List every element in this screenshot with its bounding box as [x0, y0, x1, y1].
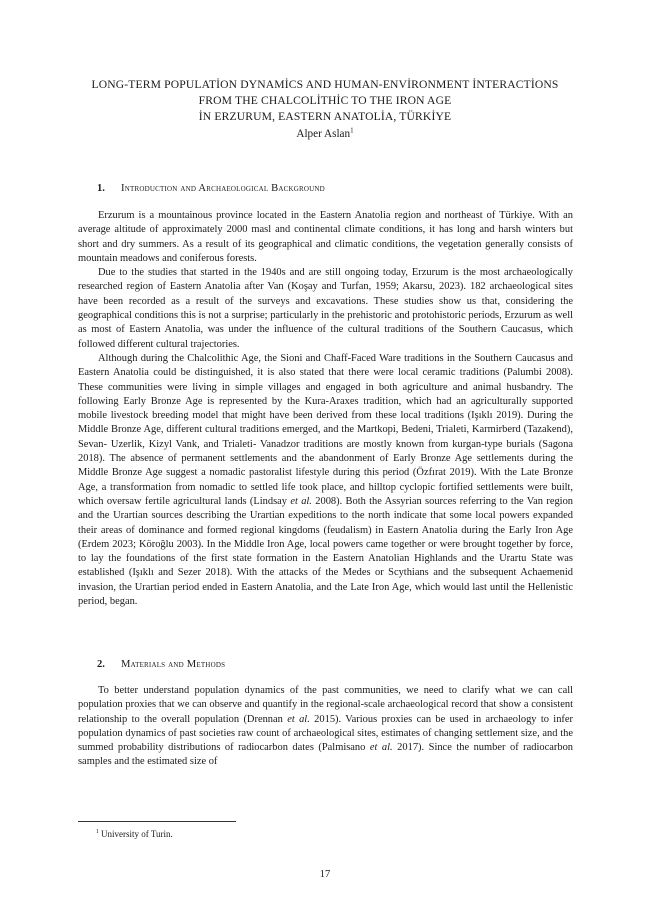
- paragraph: Due to the studies that started in the 1940s and are still ongoing today, Erzurum is the most archaeologically researched region of Eastern Anatolia after Van (Koşay and Turfan, 1959; Akarsu, 2023). 182 archaeological sites have been recorded as a result of the surveys and excavations. These studies show us that, considering the geographical conditions this is not a surprise; particularly in the prehistoric and protohistoric periods, Erzurum as well as most of Eastern Anatolia, was under the influence of the cultural traditions of the Southern Caucasus, which followed different cultural trajectories.: [78, 267, 573, 350]
- title-line-3: İN ERZURUM, EASTERN ANATOLİA, TÜRKİYE: [198, 110, 452, 124]
- footnote: [96, 829, 173, 840]
- paragraph-text: 2017). Since the number of radiocarbon samples and the estimated size of: [78, 742, 574, 768]
- section-number-1: 1.: [97, 183, 105, 194]
- title-line-1: LONG-TERM POPULATİON DYNAMİCS AND HUMAN-ENVİRONMENT İNTERACTİONS: [91, 78, 559, 91]
- title-line-2: FROM THE CHALCOLİTHİC TO THE IRON AGE: [198, 94, 452, 108]
- paragraph: [78, 352, 573, 609]
- page-number: 17: [319, 869, 331, 880]
- author-footnote-mark: 1: [350, 126, 354, 135]
- paper-title: [60, 77, 590, 126]
- paragraph-text: To better understand population dynamics of the past communities, we need to clarify what we can call population proxies that we can observe and quantify in the regional-scale archaeological record that show a consistent relationship to the overall population (Drennan: [78, 685, 573, 725]
- paragraph: [78, 684, 573, 770]
- paragraph-text: 2008). Both the Assyrian sources referring to the Van region and the Urartian sources describing the Urartian expeditions to the north indicate that some local powers expanded their areas of dominance and formed regional kingdoms (feudalism) in Eastern Anatolia during the Early Iron Age (Erdem 2023; Köroğlu 2003). In the Middle Iron Age, local powers came together or were brought together by force, to lay the foundations of the first state formation in the Eastern Anatolian Highlands and the Urartu State was established (Işıklı and Sezer 2018). With the attacks of the Medes or Scythians and the subsequent Achaemenid invasion, the Urartian period ended in Eastern Anatolia, and the Late Iron Age, which would last until the Hellenistic period, began.: [78, 495, 574, 608]
- section-body-1: [78, 209, 573, 609]
- section-heading-2: [97, 658, 225, 672]
- footnote-mark: 1: [96, 829, 99, 835]
- paragraph-text: Although during the Chalcolithic Age, the Sioni and Chaff-Faced Ware traditions in the Southern Caucasus and Eastern Anatolia could be distinguished, it is also stated that there were local ceramic traditions (Palumbi 2008). These communities were living in simple villages and engaged in both agriculture and animal husbandry. The following Early Bronze Age is represented by the Kura-Araxes tradition, which had an agriculturally supported mobile livestock breeding model that might have been derived from these local traditions (Işıklı 2019). During the Middle Bronze Age, different cultural traditions emerged, and the Martkopi, Bedeni, Trialeti, Karmirberd (Tazakend), Sevan- Uzerlik, Kizyl Vank, and Trialeti- Vanadzor traditions are mostly known from kurgan-type burials (Sagona 2018). The absence of permanent settlements and the abandonment of Early Bronze Age settlements during the Middle Bronze Age suggest a nomadic pastoralist lifestyle during this period (Özfırat 2019). With the Late Bronze Age, a transformation from nomadic to settled life took place, and hilltop cyclopic fortified settlements were built, which oversaw fertile agricultural lands (Lindsay: [78, 352, 573, 507]
- paragraph-text: 2015). Various proxies can be used in archaeology to infer population dynamics of past societies raw count of archaeological sites, estimates of changing settlement size, and the summed probability distributions of radiocarbon dates (Palmisano: [78, 713, 574, 754]
- section-title-1: Introduction and Archaeological Background: [121, 183, 325, 194]
- section-body-2: [78, 684, 573, 770]
- et-al: et al.: [369, 742, 393, 754]
- author-line: [60, 127, 590, 141]
- paragraph: Erzurum is a mountainous province located in the Eastern Anatolia region and northeast of Türkiye. With an average altitude of approximately 2000 masl and continental climate conditions, it has long and harsh winters but short and dry summers. As a result of its geographical and climatic conditions, the vegetation generally consists of mountain meadows and coniferous forests.: [78, 210, 573, 264]
- footnote-text: University of Turin.: [101, 829, 173, 839]
- footnote-divider: [78, 821, 236, 822]
- et-al: et al.: [287, 713, 310, 725]
- section-heading-1: [97, 182, 325, 196]
- section-number-2: 2.: [97, 659, 105, 670]
- author-name: Alper Aslan: [296, 128, 351, 140]
- et-al: et al.: [290, 495, 312, 507]
- section-title-2: Materials and Methods: [121, 659, 226, 670]
